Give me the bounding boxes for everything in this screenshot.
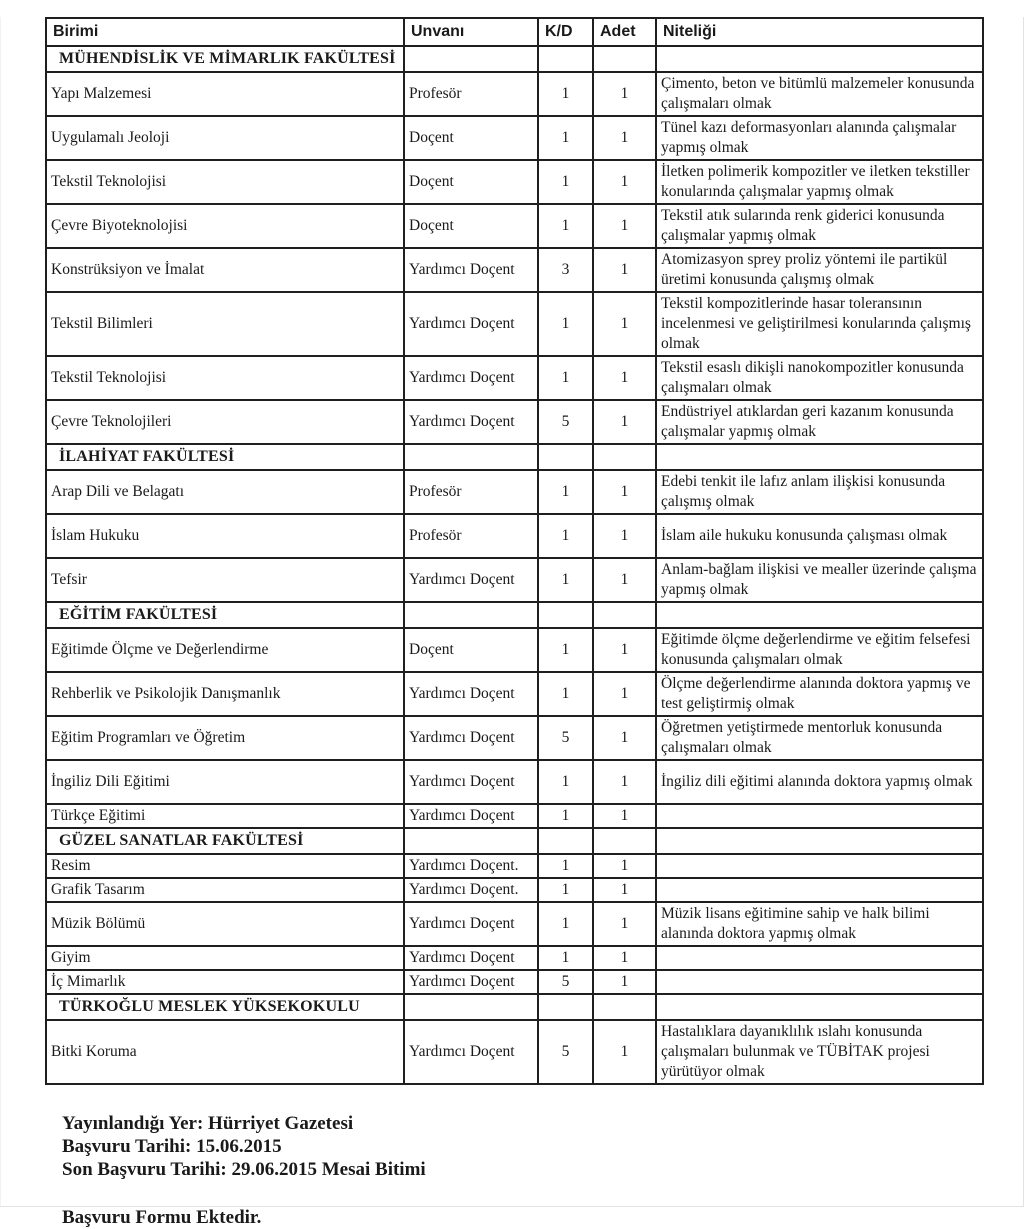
row-niteligi [656,970,983,994]
row-adet: 1 [593,672,656,716]
row-niteligi: Ölçme değerlendirme alanında doktora yapmış ve test geliştirmiş olmak [656,672,983,716]
row-niteligi: Eğitimde ölçme değerlendirme ve eğitim felsefesi konusunda çalışmaları olmak [656,628,983,672]
table-row [46,514,983,558]
row-birimi: Eğitim Programları ve Öğretim [46,716,404,760]
section-empty-cell [593,444,656,470]
row-niteligi: Atomizasyon sprey proliz yöntemi ile partikül üretimi konusunda çalışmış olmak [656,248,983,292]
section-empty-cell [593,994,656,1020]
deadline-line: Son Başvuru Tarihi: 29.06.2015 Mesai Bitimi [62,1159,426,1180]
table-row [46,470,983,514]
row-unvani: Doçent [404,204,538,248]
row-unvani: Doçent [404,116,538,160]
row-birimi: Bitki Koruma [46,1020,404,1084]
section-empty-cell [404,602,538,628]
row-adet: 1 [593,514,656,558]
row-kd: 5 [538,970,593,994]
row-niteligi: Tekstil kompozitlerinde hasar toleransının incelenmesi ve geliştirilmesi konularında çalışmış olmak [656,292,983,356]
row-birimi: Rehberlik ve Psikolojik Danışmanlık [46,672,404,716]
row-niteligi: Anlam-bağlam ilişkisi ve mealler üzerinde çalışma yapmış olmak [656,558,983,602]
table-row [46,204,983,248]
table-row [46,1020,983,1084]
section-row [46,602,983,628]
attachment-note-line: Başvuru Formu Ektedir. [62,1207,262,1228]
row-niteligi: Müzik lisans eğitimine sahip ve halk bilimi alanında doktora yapmış olmak [656,902,983,946]
row-kd: 1 [538,854,593,878]
row-adet: 1 [593,878,656,902]
column-header-adet: Adet [593,18,656,46]
row-adet: 1 [593,946,656,970]
table-row [46,356,983,400]
row-unvani: Doçent [404,628,538,672]
row-unvani: Yardımcı Doçent [404,356,538,400]
table-row [46,760,983,804]
row-niteligi: Çimento, beton ve bitümlü malzemeler konusunda çalışmaları olmak [656,72,983,116]
section-title: EĞİTİM FAKÜLTESİ [46,602,404,628]
row-niteligi: Öğretmen yetiştirmede mentorluk konusunda çalışmaları olmak [656,716,983,760]
row-unvani: Yardımcı Doçent [404,804,538,828]
row-kd: 5 [538,400,593,444]
row-birimi: Arap Dili ve Belagatı [46,470,404,514]
row-birimi: Yapı Malzemesi [46,72,404,116]
row-unvani: Yardımcı Doçent [404,558,538,602]
row-niteligi [656,878,983,902]
row-birimi: Türkçe Eğitimi [46,804,404,828]
row-birimi: Giyim [46,946,404,970]
section-empty-cell [404,994,538,1020]
section-empty-cell [593,46,656,72]
column-header-birimi: Birimi [46,18,404,46]
row-birimi: Çevre Teknolojileri [46,400,404,444]
row-kd: 1 [538,878,593,902]
header-row [46,18,983,46]
row-kd: 5 [538,716,593,760]
section-empty-cell [656,828,983,854]
section-empty-cell [404,444,538,470]
row-niteligi: Tekstil atık sularında renk giderici konusunda çalışmalar yapmış olmak [656,204,983,248]
row-niteligi: Tünel kazı deformasyonları alanında çalışmalar yapmış olmak [656,116,983,160]
row-kd: 1 [538,902,593,946]
table-row [46,970,983,994]
section-title: İLAHİYAT FAKÜLTESİ [46,444,404,470]
section-title: MÜHENDİSLİK VE MİMARLIK FAKÜLTESİ [46,46,404,72]
table-row [46,628,983,672]
row-adet: 1 [593,160,656,204]
row-kd: 1 [538,804,593,828]
table-header [46,18,983,46]
row-adet: 1 [593,204,656,248]
row-adet: 1 [593,1020,656,1084]
row-birimi: Eğitimde Ölçme ve Değerlendirme [46,628,404,672]
section-empty-cell [538,444,593,470]
job-postings-table [45,17,984,1085]
table-row [46,400,983,444]
row-birimi: Çevre Biyoteknolojisi [46,204,404,248]
row-unvani: Profesör [404,514,538,558]
footer-notes [62,1112,1024,1229]
row-adet: 1 [593,116,656,160]
section-empty-cell [656,46,983,72]
section-empty-cell [538,828,593,854]
row-kd: 1 [538,356,593,400]
row-adet: 1 [593,760,656,804]
section-empty-cell [593,828,656,854]
row-adet: 1 [593,400,656,444]
row-birimi: Uygulamalı Jeoloji [46,116,404,160]
table-row [46,248,983,292]
row-birimi: Müzik Bölümü [46,902,404,946]
row-unvani: Profesör [404,72,538,116]
table-row [46,160,983,204]
row-kd: 1 [538,514,593,558]
row-birimi: Tekstil Teknolojisi [46,356,404,400]
application-date-line: Başvuru Tarihi: 15.06.2015 [62,1136,282,1157]
row-birimi: Grafik Tasarım [46,878,404,902]
section-empty-cell [593,602,656,628]
row-birimi: İç Mimarlık [46,970,404,994]
row-unvani: Doçent [404,160,538,204]
table-row [46,72,983,116]
published-in-line: Yayınlandığı Yer: Hürriyet Gazetesi [62,1113,354,1134]
row-niteligi [656,946,983,970]
section-empty-cell [538,994,593,1020]
table-row [46,672,983,716]
row-birimi: Tefsir [46,558,404,602]
section-empty-cell [656,602,983,628]
row-niteligi: Endüstriyel atıklardan geri kazanım konusunda çalışmalar yapmış olmak [656,400,983,444]
table-row [46,292,983,356]
section-title: TÜRKOĞLU MESLEK YÜKSEKOKULU [46,994,404,1020]
row-unvani: Yardımcı Doçent [404,970,538,994]
section-row [46,444,983,470]
row-kd: 5 [538,1020,593,1084]
row-kd: 1 [538,292,593,356]
row-unvani: Yardımcı Doçent. [404,878,538,902]
table-row [46,902,983,946]
section-row [46,994,983,1020]
row-unvani: Yardımcı Doçent [404,1020,538,1084]
row-unvani: Profesör [404,470,538,514]
table-row [46,116,983,160]
row-birimi: Tekstil Teknolojisi [46,160,404,204]
row-niteligi: Hastalıklara dayanıklılık ıslahı konusunda çalışmaları bulunmak ve TÜBİTAK projesi yürütüyor olmak [656,1020,983,1084]
section-empty-cell [404,828,538,854]
row-unvani: Yardımcı Doçent [404,760,538,804]
row-niteligi: Edebi tenkit ile lafız anlam ilişkisi konusunda çalışmış olmak [656,470,983,514]
section-row [46,828,983,854]
row-adet: 1 [593,292,656,356]
row-kd: 1 [538,160,593,204]
row-adet: 1 [593,902,656,946]
table-row [46,878,983,902]
table-row [46,716,983,760]
row-adet: 1 [593,72,656,116]
column-header-kd: K/D [538,18,593,46]
row-kd: 3 [538,248,593,292]
row-niteligi [656,804,983,828]
row-adet: 1 [593,716,656,760]
row-adet: 1 [593,248,656,292]
row-niteligi [656,854,983,878]
row-adet: 1 [593,804,656,828]
row-kd: 1 [538,72,593,116]
row-kd: 1 [538,204,593,248]
row-adet: 1 [593,854,656,878]
row-birimi: İngiliz Dili Eğitimi [46,760,404,804]
row-unvani: Yardımcı Doçent [404,946,538,970]
row-adet: 1 [593,356,656,400]
section-empty-cell [538,602,593,628]
section-empty-cell [538,46,593,72]
row-birimi: Resim [46,854,404,878]
table-row [46,804,983,828]
row-kd: 1 [538,470,593,514]
row-niteligi: İslam aile hukuku konusunda çalışması olmak [656,514,983,558]
row-adet: 1 [593,970,656,994]
row-unvani: Yardımcı Doçent [404,672,538,716]
row-kd: 1 [538,116,593,160]
section-empty-cell [656,994,983,1020]
row-kd: 1 [538,628,593,672]
row-birimi: İslam Hukuku [46,514,404,558]
column-header-unvani: Unvanı [404,18,538,46]
row-kd: 1 [538,946,593,970]
row-kd: 1 [538,558,593,602]
row-unvani: Yardımcı Doçent [404,400,538,444]
document-page [0,17,1024,1228]
row-unvani: Yardımcı Doçent [404,248,538,292]
row-adet: 1 [593,558,656,602]
section-empty-cell [656,444,983,470]
row-unvani: Yardımcı Doçent [404,716,538,760]
section-title: GÜZEL SANATLAR FAKÜLTESİ [46,828,404,854]
table-body [46,46,983,1084]
row-unvani: Yardımcı Doçent. [404,854,538,878]
row-kd: 1 [538,760,593,804]
row-unvani: Yardımcı Doçent [404,292,538,356]
table-row [46,854,983,878]
row-niteligi: İletken polimerik kompozitler ve iletken tekstiller konularında çalışmalar yapmış olmak [656,160,983,204]
row-niteligi: Tekstil esaslı dikişli nanokompozitler konusunda çalışmaları olmak [656,356,983,400]
row-unvani: Yardımcı Doçent [404,902,538,946]
row-niteligi: İngiliz dili eğitimi alanında doktora yapmış olmak [656,760,983,804]
column-header-niteligi: Niteliği [656,18,983,46]
row-kd: 1 [538,672,593,716]
row-birimi: Tekstil Bilimleri [46,292,404,356]
row-adet: 1 [593,628,656,672]
row-birimi: Konstrüksiyon ve İmalat [46,248,404,292]
section-row [46,46,983,72]
section-empty-cell [404,46,538,72]
table-row [46,946,983,970]
table-row [46,558,983,602]
row-adet: 1 [593,470,656,514]
